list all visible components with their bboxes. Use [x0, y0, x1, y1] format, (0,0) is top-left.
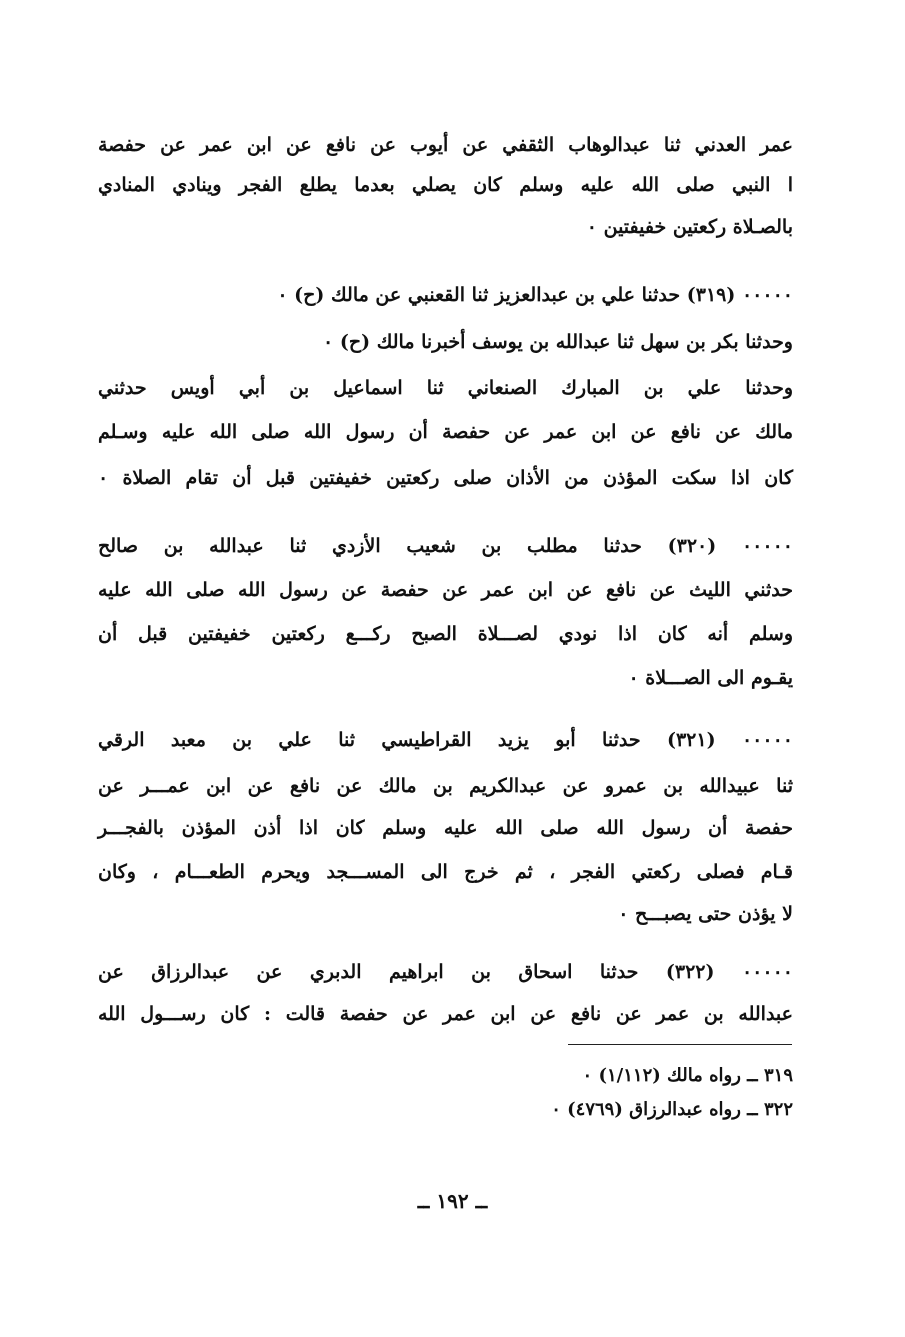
hadith-320-heading: ٠٠٠٠٠ (٣٢٠) حدثنا مطلب بن شعيب الأزدي ثنا عبدالله بن صالح	[98, 535, 793, 557]
text-line: عمر العدني ثنا عبدالوهاب الثقفي عن أيوب عن نافع عن ابن عمر عن حفصة	[98, 134, 793, 156]
text-line: يقـوم الى الصـــلاة ٠	[628, 667, 793, 689]
text-line: حدثني الليث عن نافع عن ابن عمر عن حفصة عن رسول الله صلى الله عليه	[98, 579, 793, 601]
text-line: بالصـلاة ركعتين خفيفتين ٠	[586, 216, 793, 238]
text-line: ا النبي صلى الله عليه وسلم كان يصلي بعدما يطلع الفجر وينادي المنادي	[98, 174, 793, 196]
text-line: حفصة أن رسول الله صلى الله عليه وسلم كان اذا أذن المؤذن بالفجـــر	[98, 817, 793, 839]
text-line: قـام فصلى ركعتي الفجر ، ثم خرج الى المســـجد ويحرم الطعـــام ، وكان	[98, 861, 793, 883]
hadith-322-heading: ٠٠٠٠٠ (٣٢٢) حدثنا اسحاق بن ابراهيم الدبري عن عبدالرزاق عن	[98, 961, 793, 983]
text-line: وسلم أنه كان اذا نودي لصـــلاة الصبح ركـــع ركعتين خفيفتين قبل أن	[98, 623, 793, 645]
text-line: عبدالله بن عمر عن نافع عن ابن عمر عن حفصة قالت : كان رســـول الله	[98, 1003, 793, 1025]
text-line: كان اذا سكت المؤذن من الأذان صلى ركعتين خفيفتين قبل أن تقام الصلاة ٠	[98, 467, 793, 489]
text-line: مالك عن نافع عن ابن عمر عن حفصة أن رسول الله صلى الله عليه وسـلم	[98, 421, 793, 443]
footnote-separator	[568, 1044, 792, 1045]
footnote: ٣١٩ ــ رواه مالك (١/١١٢) ٠	[582, 1065, 793, 1086]
hadith-321-heading: ٠٠٠٠٠ (٣٢١) حدثنا أبو يزيد القراطيسي ثنا علي بن معبد الرقي	[98, 729, 793, 751]
page-number: ــ ١٩٢ ــ	[417, 1189, 488, 1213]
text-line: لا يؤذن حتى يصبـــح ٠	[618, 903, 793, 925]
footnote: ٣٢٢ ــ رواه عبدالرزاق (٤٧٦٩) ٠	[551, 1099, 793, 1120]
hadith-319-heading: ٠٠٠٠٠ (٣١٩) حدثنا علي بن عبدالعزيز ثنا القعنبي عن مالك (ح) ٠	[277, 284, 793, 306]
text-line: وحدثنا علي بن المبارك الصنعاني ثنا اسماعيل بن أبي أويس حدثني	[98, 377, 793, 399]
text-line: وحدثنا بكر بن سهل ثنا عبدالله بن يوسف أخبرنا مالك (ح) ٠	[323, 331, 793, 353]
text-line: ثنا عبيدالله بن عمرو عن عبدالكريم بن مالك عن نافع عن ابن عمـــر عن	[98, 775, 793, 797]
